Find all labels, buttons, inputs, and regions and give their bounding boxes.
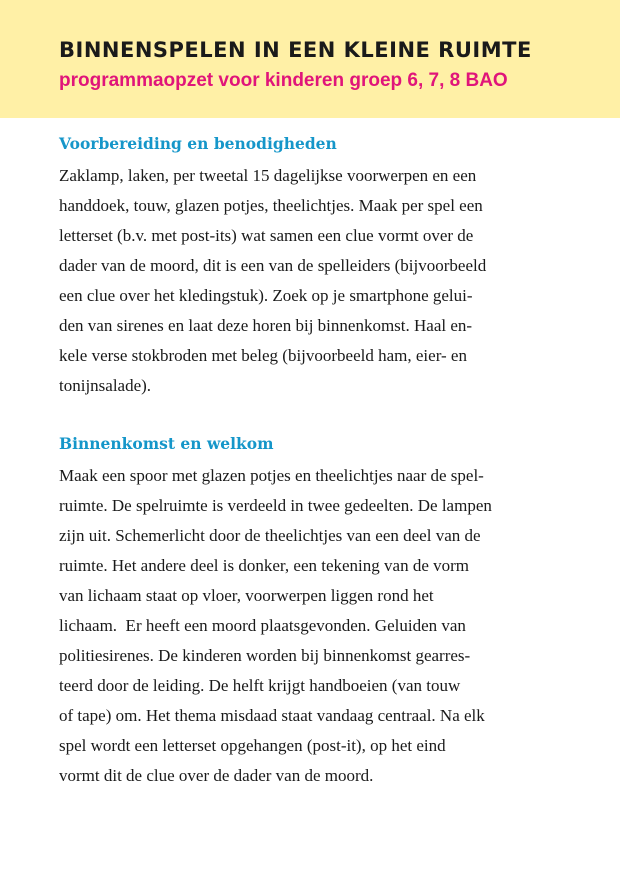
text-line: letterset (b.v. met post-its) wat samen een clue vormt over de <box>59 226 474 245</box>
text-line: kele verse stokbroden met beleg (bijvoorbeeld ham, eier- en <box>59 346 467 365</box>
text-line: zijn uit. Schemerlicht door de theelichtjes van een deel van de <box>59 526 481 545</box>
text-line: van lichaam staat op vloer, voorwerpen liggen rond het <box>59 586 434 605</box>
text-line: handdoek, touw, glazen potjes, theelichtjes. Maak per spel een <box>59 196 483 215</box>
text-line: lichaam. Er heeft een moord plaatsgevonden. Geluiden van <box>59 616 466 635</box>
section-heading: Voorbereiding en benodigheden <box>59 134 337 153</box>
section-heading: Binnenkomst en welkom <box>59 434 274 453</box>
text-line: of tape) om. Het thema misdaad staat vandaag centraal. Na elk <box>59 706 485 725</box>
text-line: Zaklamp, laken, per tweetal 15 dagelijkse voorwerpen en een <box>59 166 477 185</box>
text-line: ruimte. De spelruimte is verdeeld in twee gedeelten. De lampen <box>59 496 492 515</box>
text-line: teerd door de leiding. De helft krijgt handboeien (van touw <box>59 676 461 695</box>
section-body <box>59 161 569 401</box>
text-line: Maak een spoor met glazen potjes en theelichtjes naar de spel- <box>59 466 484 485</box>
section-body <box>59 461 569 791</box>
text-line: dader van de moord, dit is een van de spelleiders (bijvoorbeeld <box>59 256 487 275</box>
text-line: tonijnsalade). <box>59 376 152 395</box>
page-subtitle: programmaopzet voor kinderen groep 6, 7, 8 BAO <box>59 70 508 91</box>
text-line: den van sirenes en laat deze horen bij binnenkomst. Haal en- <box>59 316 473 335</box>
text-line: vormt dit de clue over de dader van de moord. <box>59 766 374 785</box>
section-preparation <box>59 131 569 401</box>
header-band <box>0 0 620 118</box>
text-line: ruimte. Het andere deel is donker, een tekening van de vorm <box>59 556 470 575</box>
text-line: politiesirenes. De kinderen worden bij binnenkomst gearres- <box>59 646 471 665</box>
page-title: BINNENSPELEN IN EEN KLEINE RUIMTE <box>59 38 532 62</box>
section-arrival <box>59 431 569 791</box>
text-line: een clue over het kledingstuk). Zoek op je smartphone gelui- <box>59 286 473 305</box>
text-line: spel wordt een letterset opgehangen (post-it), op het eind <box>59 736 446 755</box>
